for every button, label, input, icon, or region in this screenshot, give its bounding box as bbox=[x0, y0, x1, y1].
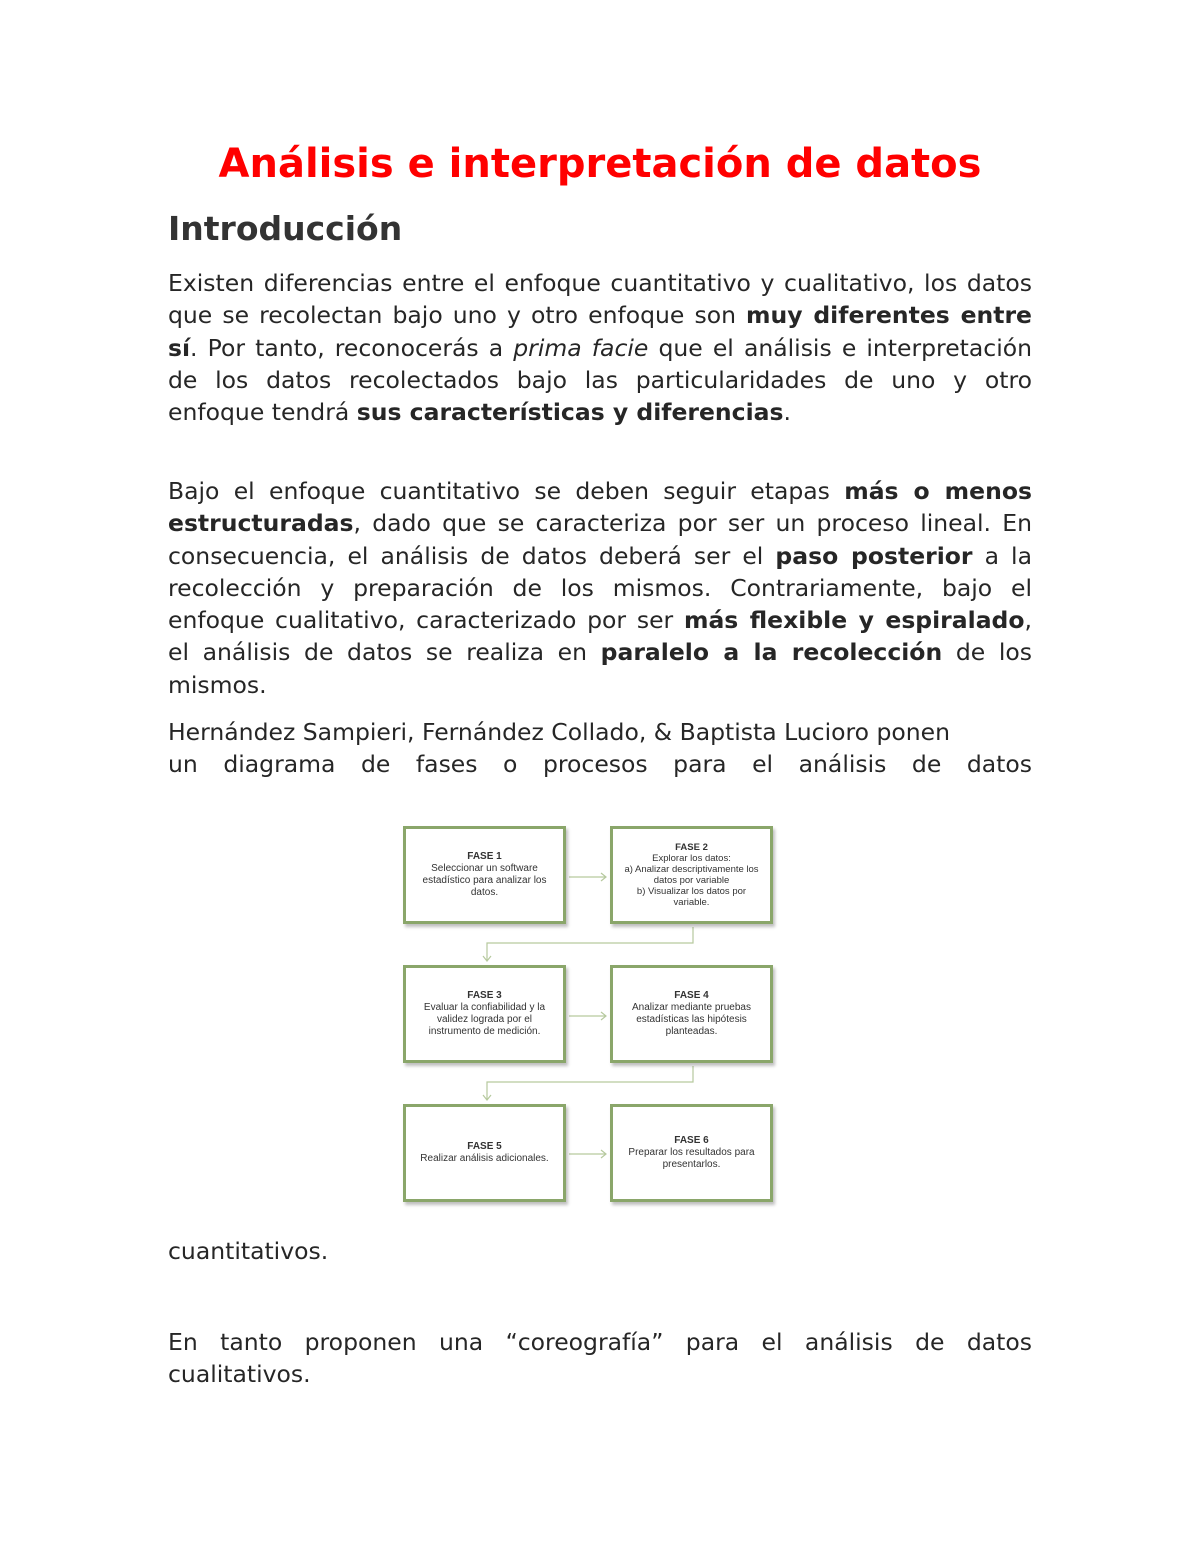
phase-3-box bbox=[403, 965, 566, 1063]
phase-6-box bbox=[610, 1104, 773, 1202]
p1-italic-d: prima facie bbox=[513, 333, 649, 362]
phase-1-text: Seleccionar un software estadístico para analizar los datos. bbox=[422, 863, 547, 898]
section-heading: Introducción bbox=[168, 209, 403, 248]
p3-line-1: Hernández Sampieri, Fernández Collado, & Baptista Lucioro ponen bbox=[168, 718, 951, 746]
paragraph-5: En tanto proponen una “coreografía” para el análisis de datos cualitativos. bbox=[168, 1328, 1032, 1389]
p2-bold-d: paso posterior bbox=[775, 541, 973, 570]
phase-4-label: FASE 4 bbox=[674, 990, 709, 1001]
paragraph-1 bbox=[168, 267, 1032, 428]
phase-5-label: FASE 5 bbox=[467, 1141, 502, 1152]
p1-bold-f: sus características y diferencias bbox=[356, 398, 784, 427]
phase-1-label: FASE 1 bbox=[467, 851, 502, 862]
paragraph-3 bbox=[168, 716, 1032, 781]
paragraph-2 bbox=[168, 475, 1032, 701]
phase-1-box bbox=[403, 826, 566, 924]
phase-2-text-3: b) Visualizar los datos por variable. bbox=[636, 886, 747, 908]
phase-4-text: Analizar mediante pruebas estadísticas las hipótesis planteadas. bbox=[632, 1002, 751, 1037]
phase-4-box bbox=[610, 965, 773, 1063]
phase-2-box bbox=[610, 826, 773, 924]
p2-bold-f: más flexible y espiralado bbox=[683, 606, 1025, 635]
p1-text-g: . bbox=[783, 398, 791, 427]
phase-3-label: FASE 3 bbox=[467, 990, 502, 1001]
p2-text-i: de los mismos. bbox=[168, 638, 1032, 699]
p3-line-2: un diagrama de fases o procesos para el análisis de datos bbox=[168, 750, 1032, 779]
phase-3-text: Evaluar la confiabilidad y la validez lograda por el instrumento de medición. bbox=[423, 1002, 546, 1037]
phase-5-text: Realizar análisis adicionales. bbox=[420, 1153, 549, 1164]
p1-text-a: Existen diferencias entre el enfoque cuantitativo y cualitativo, los datos que se recolectan bajo uno y otro enfoque son bbox=[168, 269, 1032, 330]
phase-2-text-2: a) Analizar descriptivamente los datos por variable bbox=[624, 864, 759, 886]
p2-text-g: , el análisis de datos se realiza en bbox=[168, 606, 1032, 667]
document-title: Análisis e interpretación de datos bbox=[218, 141, 982, 187]
phase-2-text-1: Explorar los datos: bbox=[652, 853, 731, 864]
phase-2-label: FASE 2 bbox=[675, 842, 708, 853]
p2-bold-b: más o menos estructuradas bbox=[168, 477, 1032, 538]
p2-text-a: Bajo el enfoque cuantitativo se deben seguir etapas bbox=[168, 477, 845, 505]
phase-6-text: Preparar los resultados para presentarlos. bbox=[628, 1147, 755, 1170]
p1-bold-b: muy diferentes entre sí bbox=[168, 301, 1032, 362]
p2-text-c: , dado que se caracteriza por ser un proceso lineal. En consecuencia, el análisis de datos deberá ser el bbox=[168, 509, 1032, 570]
phases-diagram bbox=[401, 824, 779, 1210]
p1-text-e: que el análisis e interpretación de los datos recolectados bajo las particularidades de uno y otro enfoque tendrá bbox=[168, 333, 1032, 427]
paragraph-4: cuantitativos. bbox=[168, 1237, 329, 1265]
phase-6-label: FASE 6 bbox=[674, 1135, 709, 1146]
p1-text-c: . Por tanto, reconocerás a bbox=[190, 333, 514, 362]
phase-5-box bbox=[403, 1104, 566, 1202]
p2-bold-h: paralelo a la recolección bbox=[600, 638, 943, 667]
p2-text-e: a la recolección y preparación de los mismos. Contrariamente, bajo el enfoque cualitativo, caracterizado por ser bbox=[168, 541, 1032, 635]
